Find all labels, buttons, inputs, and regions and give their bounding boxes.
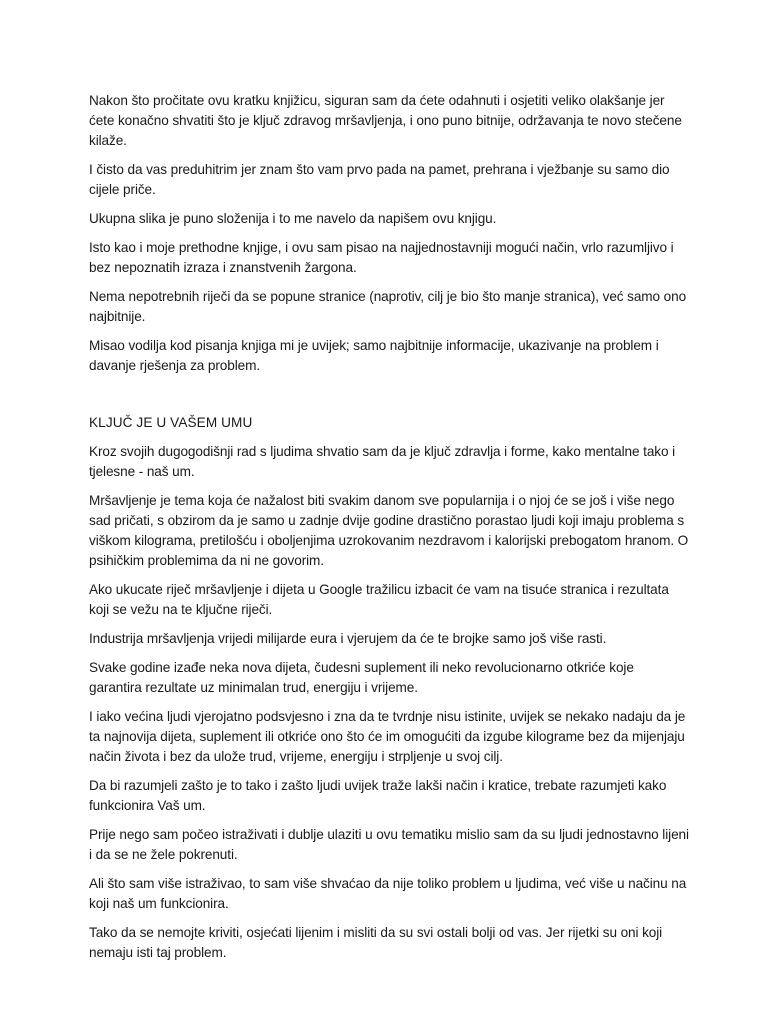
section-paragraph-9: Ali što sam više istraživao, to sam više shvaćao da nije toliko problem u ljudima, već više u načinu na koji naš um funkcionira. xyxy=(89,876,687,911)
section-paragraph-2: Mršavljenje je tema koja će nažalost biti svakim danom sve popularnija i o njoj će se još i više nego sad pričati, s obzirom da je samo u zadnje dvije godine drastično porastao ljudi koji imaju problema s viškom kilograma, pretilošću i oboljenjima uzrokovanim nezdravom i kalorijski prebogatom hranom. O psihičkim problemima da ni ne govorim. xyxy=(89,493,689,568)
section-paragraph-7: Da bi razumjeli zašto je to tako i zašto ljudi uvijek traže lakši način i kratice, trebate razumjeti kako funkcionira Vaš um. xyxy=(89,778,667,813)
intro-paragraph-2: I čisto da vas preduhitrim jer znam što vam prvo pada na pamet, prehrana i vježbanje su samo dio cijele priče. xyxy=(89,162,670,197)
intro-paragraph-6: Misao vodilja kod pisanja knjiga mi je uvijek; samo najbitnije informacije, ukazivanje na problem i davanje rješenja za problem. xyxy=(89,338,659,373)
intro-paragraph-4: Isto kao i moje prethodne knjige, i ovu sam pisao na najjednostavniji mogući način, vrlo razumljivo i bez nepoznatih izraza i znanstvenih žargona. xyxy=(89,240,674,275)
section-paragraph-5: Svake godine izađe neka nova dijeta, čudesni suplement ili neko revolucionarno otkriće koje garantira rezultate uz minimalan trud, energiju i vrijeme. xyxy=(89,660,634,695)
document-page xyxy=(89,91,689,972)
intro-paragraph-5: Nema nepotrebnih riječi da se popune stranice (naprotiv, cilj je bio što manje stranica), već samo ono najbitnije. xyxy=(89,289,687,324)
section-paragraph-3: Ako ukucate riječ mršavljenje i dijeta u Google tražilicu izbacit će vam na tisuće stranica i rezultata koji se vežu na te ključne riječi. xyxy=(89,582,669,617)
section-paragraph-10: Tako da se nemojte kriviti, osjećati lijenim i misliti da su svi ostali bolji od vas. Jer rijetki su oni koji nemaju isti taj problem. xyxy=(89,925,663,960)
intro-paragraph-1: Nakon što pročitate ovu kratku knjižicu, siguran sam da ćete odahnuti i osjetiti veliko olakšanje jer ćete konačno shvatiti što je ključ zdravog mršavljenja, i ono puno bitnije, održavanja te novo stečene kilaže. xyxy=(89,93,682,148)
section-paragraph-8: Prije nego sam počeo istraživati i dublje ulaziti u ovu tematiku mislio sam da su ljudi jednostavno lijeni i da se ne žele pokrenuti. xyxy=(89,827,689,862)
intro-paragraph-3: Ukupna slika je puno složenija i to me navelo da napišem ovu knjigu. xyxy=(89,211,497,226)
section-heading: KLJUČ JE U VAŠEM UMU xyxy=(89,415,253,430)
section-paragraph-4: Industrija mršavljenja vrijedi milijarde eura i vjerujem da će te brojke samo još više rasti. xyxy=(89,631,607,646)
section-paragraph-1: Kroz svojih dugogodišnji rad s ljudima shvatio sam da je ključ zdravlja i forme, kako mentalne tako i tjelesne - naš um. xyxy=(89,444,676,479)
section-paragraph-6: I iako većina ljudi vjerojatno podsvjesno i zna da te tvrdnje nisu istinite, uvijek se nekako nadaju da je ta najnovija dijeta, suplement ili otkriće ono što će im omogućiti da izgube kilograme bez da mijenjaju način života i bez da ulože trud, vrijeme, energiju i strpljenje u svoj cilj. xyxy=(89,709,686,764)
